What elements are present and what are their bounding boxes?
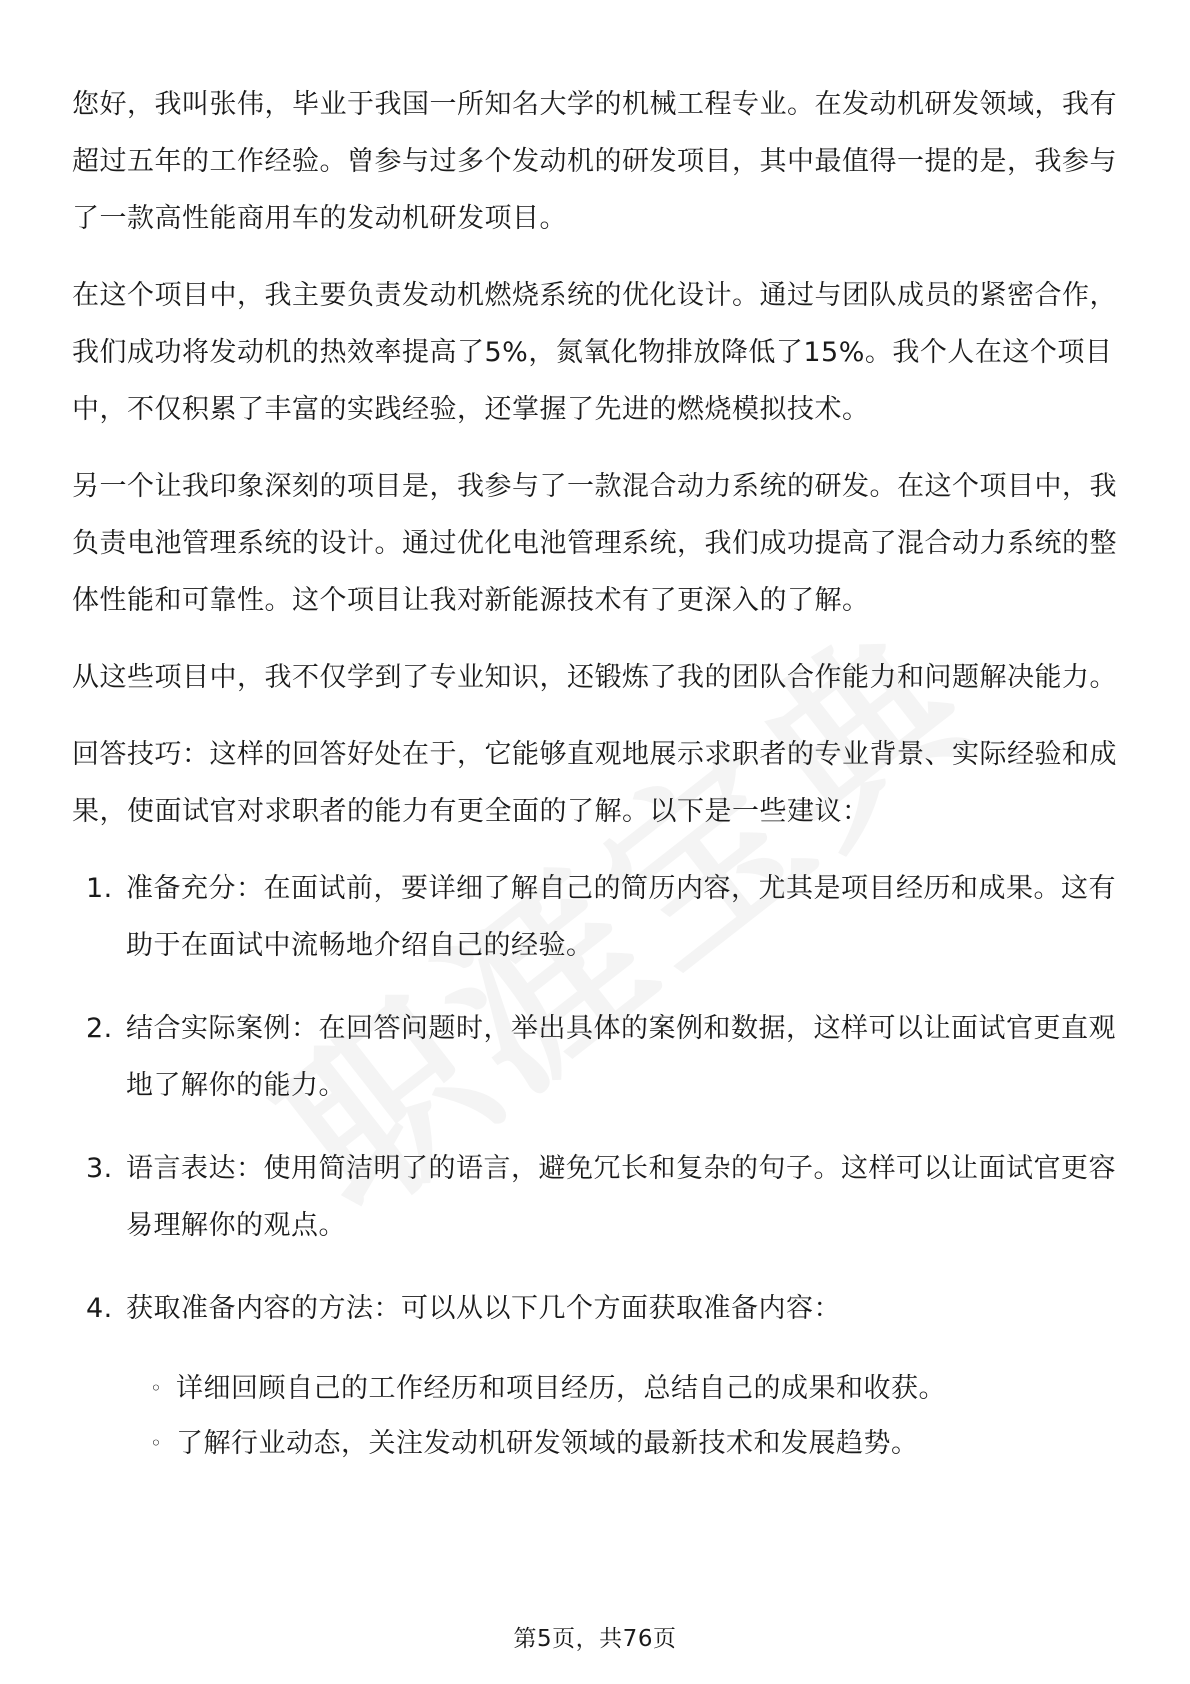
sub-bullet-list — [72, 1361, 1122, 1471]
hollow-bullet-icon: ◦ — [150, 1376, 163, 1400]
page-number-footer: 第5页，共76页 — [513, 1626, 677, 1652]
tips-list — [72, 860, 1122, 1337]
list-number: 4. — [86, 1293, 113, 1324]
sub-list-item — [72, 1361, 1122, 1416]
list-item-text: 语言表达：使用简洁明了的语言，避免冗长和复杂的句子。这样可以让面试官更容易理解你的观点。 — [126, 1153, 1116, 1241]
list-item — [72, 1140, 1122, 1254]
list-item — [72, 860, 1122, 974]
list-item — [72, 1280, 1122, 1337]
intro-paragraph: 您好，我叫张伟，毕业于我国一所知名大学的机械工程专业。在发动机研发领域，我有超过五年的工作经验。曾参与过多个发动机的研发项目，其中最值得一提的是，我参与了一款高性能商用车的发动机研发项目。 — [72, 89, 1117, 234]
main-content — [72, 76, 1122, 1471]
sub-list-item-text: 了解行业动态，关注发动机研发领域的最新技术和发展趋势。 — [176, 1428, 919, 1459]
answer-tips-paragraph: 回答技巧：这样的回答好处在于，它能够直观地展示求职者的专业背景、实际经验和成果，使面试官对求职者的能力有更全面的了解。以下是一些建议： — [72, 739, 1117, 827]
hollow-bullet-icon: ◦ — [150, 1431, 163, 1455]
list-item-text: 结合实际案例：在回答问题时，举出具体的案例和数据，这样可以让面试官更直观地了解你的能力。 — [126, 1013, 1116, 1101]
project-one-paragraph: 在这个项目中，我主要负责发动机燃烧系统的优化设计。通过与团队成员的紧密合作，我们成功将发动机的热效率提高了5%，氮氧化物排放降低了15%。我个人在这个项目中，不仅积累了丰富的实践经验，还掌握了先进的燃烧模拟技术。 — [72, 280, 1117, 425]
list-item-text: 准备充分：在面试前，要详细了解自己的简历内容，尤其是项目经历和成果。这有助于在面试中流畅地介绍自己的经验。 — [126, 873, 1116, 961]
sub-list-item-text: 详细回顾自己的工作经历和项目经历，总结自己的成果和收获。 — [176, 1373, 946, 1404]
list-item-text: 获取准备内容的方法：可以从以下几个方面获取准备内容： — [126, 1293, 841, 1324]
sub-list-item — [72, 1416, 1122, 1471]
list-item — [72, 1000, 1122, 1114]
summary-paragraph: 从这些项目中，我不仅学到了专业知识，还锻炼了我的团队合作能力和问题解决能力。 — [72, 662, 1117, 693]
list-number: 1. — [86, 873, 113, 904]
list-number: 2. — [86, 1013, 113, 1044]
list-number: 3. — [86, 1153, 113, 1184]
project-two-paragraph: 另一个让我印象深刻的项目是，我参与了一款混合动力系统的研发。在这个项目中，我负责电池管理系统的设计。通过优化电池管理系统，我们成功提高了混合动力系统的整体性能和可靠性。这个项目让我对新能源技术有了更深入的了解。 — [72, 471, 1117, 616]
